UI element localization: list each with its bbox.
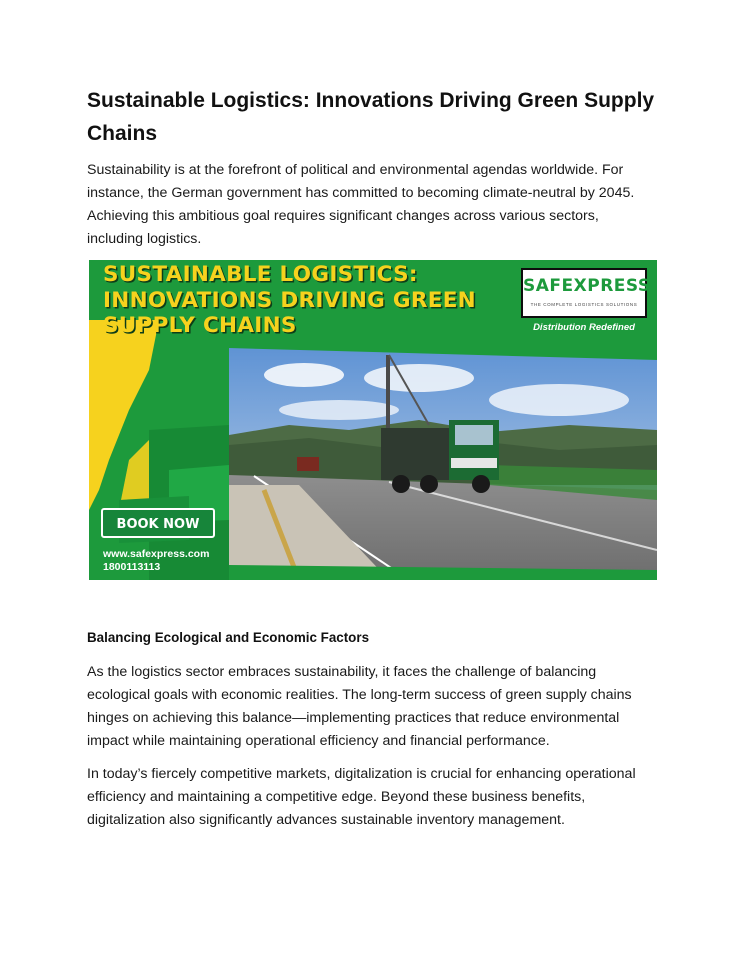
intro-paragraph: Sustainability is at the forefront of political and environmental agendas worldwide. For instance, the German government has committed to becoming climate-neutral by 2045. Achieving this ambitious goal requires significant changes across various sectors, including logistics. [87, 162, 635, 247]
banner-headline-line: SUPPLY CHAINS [103, 313, 297, 338]
safexpress-logo [521, 266, 651, 333]
promo-banner-image [89, 260, 657, 580]
logo-tagline: Distribution Redefined [533, 322, 635, 333]
article-title: Sustainable Logistics: Innovations Driving Green Supply Chains [87, 89, 655, 145]
banner-headline-line: SUSTAINABLE LOGISTICS: [103, 262, 418, 287]
phone-number: 1800113113 [103, 561, 161, 573]
logo-box [521, 268, 651, 318]
logo-name: SAFEXPRESS [523, 276, 651, 296]
logo-subtitle: THE COMPLETE LOGISTICS SOLUTIONS [530, 302, 638, 307]
body-paragraph: In today’s fiercely competitive markets, digitalization is crucial for enhancing operational efficiency and maintaining a competitive edge. Beyond these business benefits, digitalization also significantly advances sustainable inventory management. [87, 766, 636, 828]
banner-headline [103, 262, 476, 339]
banner-headline-line: INNOVATIONS DRIVING GREEN [103, 287, 476, 313]
website-link[interactable]: www.safexpress.com [103, 548, 210, 560]
contact-info [103, 548, 209, 574]
book-now-button[interactable]: BOOK NOW [101, 508, 215, 538]
section-heading: Balancing Ecological and Economic Factors [87, 630, 370, 645]
body-paragraph: As the logistics sector embraces sustainability, it faces the challenge of balancing ecological goals with economic realities. The long-term success of green supply chains hinges on achieving this balance—implementing practices that reduce environmental impact while maintaining operational efficiency and financial performance. [87, 664, 632, 749]
